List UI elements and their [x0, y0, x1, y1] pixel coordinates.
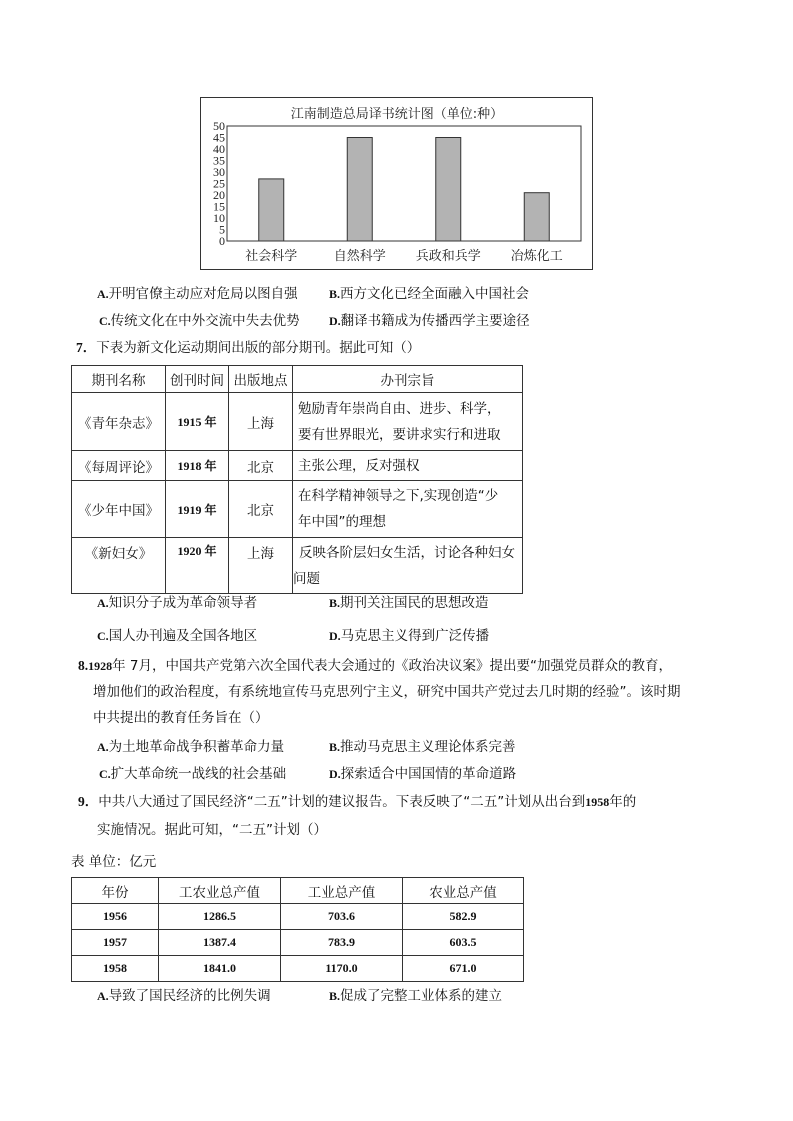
table-header-row — [72, 878, 524, 904]
option-letter: B. — [329, 596, 341, 610]
y-tick-label: 20 — [213, 188, 225, 202]
option-text: 翻译书籍成为传播西学主要途径 — [340, 313, 530, 329]
table-cell: 671.0 — [403, 956, 524, 982]
q9-option-b[interactable] — [329, 987, 502, 1005]
founding-year: 1919 年 — [166, 481, 229, 538]
year: 1958 — [585, 795, 610, 809]
table-cell: 1387.4 — [159, 930, 281, 956]
table-cell: 1958 — [72, 956, 159, 982]
header-cell: 农业总产值 — [403, 878, 524, 904]
y-tick-label: 45 — [213, 130, 225, 145]
q9-stem-line2: 实施情况。据此可知，“二五”计划（） — [97, 822, 327, 838]
table-row — [72, 451, 523, 481]
q7-stem — [76, 339, 420, 357]
founding-year: 1920 年 — [166, 538, 229, 594]
header-cell: 工业总产值 — [281, 878, 403, 904]
option-letter: D. — [329, 629, 341, 643]
y-tick-label: 35 — [213, 153, 225, 168]
option-letter: A. — [97, 740, 109, 754]
option-letter: B. — [329, 287, 341, 301]
publish-place: 北京 — [229, 481, 293, 538]
y-tick-label: 40 — [213, 142, 225, 156]
bar-2 — [436, 138, 461, 242]
question-number: 8. — [78, 658, 89, 673]
y-tick-label: 0 — [219, 234, 225, 248]
question-text: 年的 — [609, 794, 637, 810]
aim-line: 勉励青年崇尚自由、进步、科学， — [298, 400, 501, 417]
x-tick-label: 自然科学 — [333, 249, 386, 264]
y-tick-label: 5 — [219, 222, 225, 237]
option-text: 探索适合中国国情的革命道路 — [340, 766, 517, 782]
table-cell: 1956 — [72, 904, 159, 930]
aim-line: 主张公理，反对强权 — [298, 457, 420, 474]
x-tick-label: 兵政和兵学 — [415, 249, 481, 264]
header-cell: 创刊时间 — [166, 366, 229, 393]
q7-option-c[interactable] — [97, 627, 257, 645]
journal-name: 《每周评论》 — [72, 451, 166, 481]
q8-option-a[interactable] — [97, 738, 284, 756]
header-cell: 期刊名称 — [72, 366, 166, 393]
publish-place: 上海 — [229, 538, 293, 594]
aim-line: 要有世界眼光，要讲求实行和进取 — [298, 426, 501, 443]
table-cell: 582.9 — [403, 904, 524, 930]
table-row — [72, 393, 523, 451]
q6-option-b[interactable] — [329, 285, 529, 303]
table-cell: 703.6 — [281, 904, 403, 930]
table-cell: 1170.0 — [281, 956, 403, 982]
table-row — [72, 930, 524, 956]
table-cell: 603.5 — [403, 930, 524, 956]
q8-stem-line1 — [78, 657, 672, 675]
journal-aim — [293, 481, 523, 538]
aim-line: 年中国”的理想 — [298, 514, 386, 530]
founding-year: 1918 年 — [166, 451, 229, 481]
option-text: 期刊关注国民的思想改造 — [340, 595, 489, 611]
option-letter: B. — [329, 740, 341, 754]
table-row — [72, 481, 523, 538]
publish-place: 北京 — [229, 451, 293, 481]
table-row — [72, 538, 523, 594]
q8-option-b[interactable] — [329, 738, 516, 756]
q7-option-a[interactable] — [97, 594, 257, 612]
option-letter: C. — [99, 767, 111, 781]
journal-aim — [293, 393, 523, 451]
q9-table — [71, 877, 524, 982]
header-cell: 办刊宗旨 — [293, 366, 523, 393]
option-text: 传统文化在中外交流中失去优势 — [110, 313, 300, 329]
y-tick-label: 10 — [213, 211, 225, 225]
q8-option-d[interactable] — [329, 765, 516, 783]
q7-table — [71, 365, 523, 594]
table-header-row — [72, 366, 523, 393]
bar-3 — [524, 193, 549, 241]
year: 1928 — [88, 659, 113, 673]
option-text: 为土地革命战争积蓄革命力量 — [108, 739, 285, 755]
y-tick-label: 25 — [213, 176, 225, 191]
table-row — [72, 956, 524, 982]
option-letter: A. — [97, 989, 109, 1003]
q8-stem-line3: 中共提出的教育任务旨在（） — [93, 710, 269, 726]
option-text: 导致了国民经济的比例失调 — [108, 988, 271, 1004]
x-tick-label: 社会科学 — [245, 249, 298, 264]
q6-option-a[interactable] — [97, 285, 298, 303]
table-cell: 1957 — [72, 930, 159, 956]
publish-place: 上海 — [229, 393, 293, 451]
table-row — [72, 904, 524, 930]
q8-option-c[interactable] — [99, 765, 286, 783]
question-text: 年 7月，中国共产党第六次全国代表大会通过的《政治决议案》提出要“加强党员群众的教育， — [112, 658, 672, 674]
q6-option-d[interactable] — [329, 312, 530, 330]
bar-0 — [259, 179, 284, 241]
q7-option-d[interactable] — [329, 627, 489, 645]
journal-aim — [293, 451, 523, 481]
option-letter: A. — [97, 596, 109, 610]
q7-option-b[interactable] — [329, 594, 489, 612]
option-text: 扩大革命统一战线的社会基础 — [110, 766, 287, 782]
journal-name: 《新妇女》 — [72, 538, 166, 594]
table-cell: 783.9 — [281, 930, 403, 956]
founding-year: 1915 年 — [166, 393, 229, 451]
option-letter: D. — [329, 767, 341, 781]
aim-line: 在科学精神领导之下,实现创造“少 — [298, 488, 499, 504]
header-cell: 年份 — [72, 878, 159, 904]
chart-title: 江南制造总局译书统计图（单位:种） — [290, 107, 504, 122]
question-number: 9． — [78, 794, 99, 809]
chart-frame — [200, 97, 593, 270]
bar-1 — [347, 138, 372, 242]
table-cell: 1841.0 — [159, 956, 281, 982]
option-letter: C. — [99, 314, 111, 328]
option-letter: D. — [329, 314, 341, 328]
y-tick-label: 30 — [213, 165, 225, 179]
option-text: 知识分子成为革命领导者 — [108, 595, 258, 611]
q8-stem-line2: 增加他们的政治程度，有系统地宣传马克思列宁主义，研究中国共产党过去几时期的经验”。该时期 — [93, 684, 681, 700]
table-cell: 1286.5 — [159, 904, 281, 930]
q6-option-c[interactable] — [99, 312, 300, 330]
y-tick-label: 50 — [213, 119, 225, 133]
q9-stem-line1 — [78, 793, 636, 811]
question-number: 7． — [76, 340, 97, 355]
journal-name: 《少年中国》 — [72, 481, 166, 538]
option-text: 马克思主义得到广泛传播 — [340, 628, 490, 644]
option-letter: B. — [329, 989, 341, 1003]
journal-name: 《青年杂志》 — [72, 393, 166, 451]
option-text: 促成了完整工业体系的建立 — [340, 988, 503, 1004]
option-text: 西方文化已经全面融入中国社会 — [340, 286, 530, 302]
option-letter: A. — [97, 287, 109, 301]
aim-line: 问题 — [293, 570, 320, 587]
journal-aim — [293, 538, 523, 594]
question-text: 下表为新文化运动期间出版的部分期刊。据此可知（） — [96, 340, 421, 356]
question-text: 中共八大通过了国民经济“二五”计划的建议报告。下表反映了“二五”计划从出台到 — [98, 794, 586, 810]
bar-chart — [201, 98, 594, 271]
header-cell: 出版地点 — [229, 366, 293, 393]
option-letter: C. — [97, 629, 109, 643]
option-text: 推动马克思主义理论体系完善 — [340, 739, 516, 755]
header-cell: 工农业总产值 — [159, 878, 281, 904]
q9-option-a[interactable] — [97, 987, 271, 1005]
y-tick-label: 15 — [213, 199, 225, 214]
aim-line: 反映各阶层妇女生活，讨论各种妇女 — [299, 544, 515, 561]
q9-table-caption: 表 单位：亿元 — [71, 854, 157, 870]
option-text: 国人办刊遍及全国各地区 — [108, 628, 258, 644]
option-text: 开明官僚主动应对危局以图自强 — [108, 286, 298, 302]
x-tick-label: 冶炼化工 — [510, 249, 563, 264]
